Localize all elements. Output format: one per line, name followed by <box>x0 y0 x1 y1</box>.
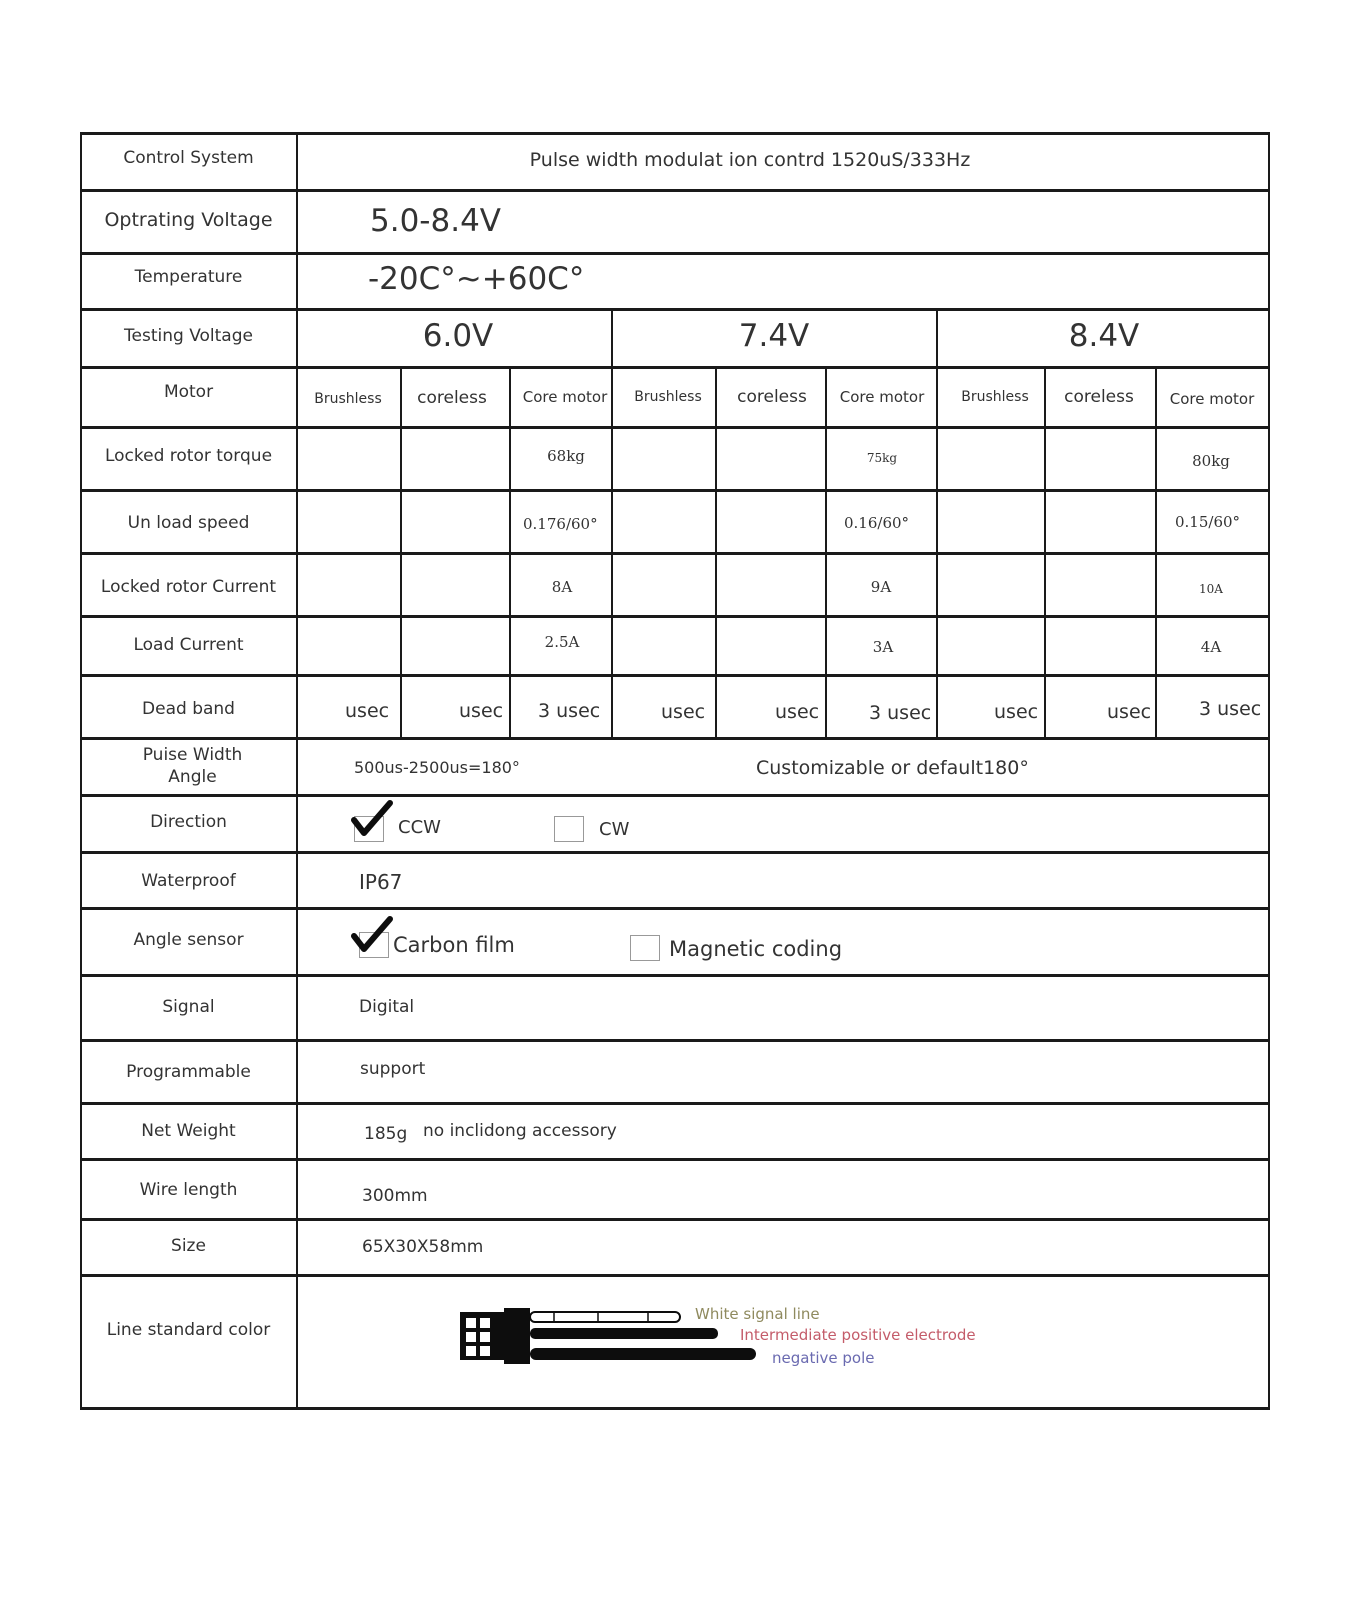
row-divider <box>80 552 1270 555</box>
load-current-label: Load Current <box>133 635 244 655</box>
motor-column-divider <box>715 366 717 740</box>
row-divider <box>80 674 1270 677</box>
magnetic-coding-checkbox[interactable] <box>630 935 660 961</box>
row-divider <box>80 252 1270 255</box>
row-divider <box>80 489 1270 492</box>
motor-type: Core motor <box>522 388 608 406</box>
current-value: 10A <box>1199 582 1223 596</box>
dead-band-value: usec <box>994 701 1039 723</box>
voltage-group-divider <box>936 308 938 740</box>
motor-type: Brushless <box>961 389 1029 405</box>
control-system-label: Control System <box>123 148 254 168</box>
testing-voltage-6v: 6.0V <box>422 318 494 354</box>
operating-voltage-value: 5.0-8.4V <box>370 203 501 239</box>
motor-column-divider <box>400 366 402 740</box>
row-divider <box>80 974 1270 977</box>
voltage-group-divider <box>611 308 613 740</box>
signal-value: Digital <box>359 997 415 1017</box>
programmable-value: support <box>360 1059 426 1079</box>
row-divider <box>80 794 1270 797</box>
programmable-label: Programmable <box>126 1062 251 1082</box>
positive-wire-label: Intermediate positive electrode <box>740 1326 976 1344</box>
cw-checkbox[interactable] <box>554 816 584 842</box>
checkmark-icon <box>350 800 394 838</box>
negative-wire-label: negative pole <box>772 1349 875 1367</box>
motor-column-divider <box>825 366 827 740</box>
row-divider <box>80 615 1270 618</box>
table-border-bottom <box>80 1407 1270 1410</box>
cw-option-label: CW <box>599 819 630 840</box>
operating-voltage-label: Optrating Voltage <box>104 209 273 231</box>
line-color-label: Line standard color <box>106 1320 271 1340</box>
load-current-value: 3A <box>872 638 894 656</box>
row-divider <box>80 426 1270 429</box>
row-divider <box>80 1274 1270 1277</box>
speed-value: 0.176/60° <box>523 515 598 533</box>
dead-band-value: 3 usec <box>538 700 601 722</box>
spec-table <box>80 132 1270 1410</box>
torque-value: 80kg <box>1192 452 1230 470</box>
waterproof-value: IP67 <box>359 870 403 894</box>
torque-value: 68kg <box>547 447 585 465</box>
row-divider <box>80 308 1270 311</box>
testing-voltage-8v4: 8.4V <box>1068 318 1140 354</box>
motor-type: coreless <box>417 388 487 408</box>
pulse-width-note: Customizable or default180° <box>756 757 1029 779</box>
carbon-film-option-label: Carbon film <box>393 933 515 957</box>
motor-type: coreless <box>737 387 807 407</box>
magnetic-coding-option-label: Magnetic coding <box>669 937 843 961</box>
dead-band-value: usec <box>345 700 390 722</box>
dead-band-value: 3 usec <box>869 702 932 724</box>
current-value: 9A <box>870 578 892 596</box>
temperature-label: Temperature <box>134 267 243 287</box>
locked-rotor-current-label: Locked rotor Current <box>100 577 277 597</box>
ccw-option-label: CCW <box>398 817 441 838</box>
testing-voltage-label: Testing Voltage <box>124 326 253 346</box>
net-weight-label: Net Weight <box>141 1121 236 1141</box>
testing-voltage-7v4: 7.4V <box>738 318 810 354</box>
angle-sensor-label: Angle sensor <box>133 930 244 950</box>
pulse-width-label-line2: Angle <box>168 767 217 787</box>
motor-column-divider <box>509 366 511 740</box>
motor-type: coreless <box>1064 387 1134 407</box>
dead-band-value: usec <box>775 701 820 723</box>
net-weight-note: no inclidong accessory <box>423 1121 617 1141</box>
size-value: 65X30X58mm <box>362 1237 484 1257</box>
pulse-width-label-line1: Puise Width <box>142 745 243 765</box>
motor-type: Brushless <box>314 391 382 407</box>
net-weight-value: 185g <box>364 1124 408 1144</box>
motor-type: Brushless <box>634 389 702 405</box>
dead-band-value: usec <box>661 701 706 723</box>
current-value: 8A <box>551 578 573 596</box>
row-divider <box>80 1158 1270 1161</box>
row-divider <box>80 851 1270 854</box>
motor-column-divider <box>1044 366 1046 740</box>
pulse-width-range: 500us-2500us=180° <box>354 758 520 777</box>
row-divider <box>80 1102 1270 1105</box>
direction-label: Direction <box>150 812 227 832</box>
speed-value: 0.15/60° <box>1175 513 1241 531</box>
waterproof-label: Waterproof <box>141 871 236 891</box>
row-divider <box>80 1039 1270 1042</box>
row-divider <box>80 366 1270 369</box>
control-system-value: Pulse width modulat ion contrd 1520uS/333Hz <box>529 149 971 171</box>
wire-length-value: 300mm <box>362 1186 428 1206</box>
motor-type: Core motor <box>839 388 925 406</box>
signal-wire-label: White signal line <box>695 1305 820 1323</box>
dead-band-value: 3 usec <box>1199 698 1262 720</box>
row-divider <box>80 1218 1270 1221</box>
size-label: Size <box>171 1236 206 1256</box>
speed-value: 0.16/60° <box>844 514 910 532</box>
torque-value: 75kg <box>866 451 898 465</box>
wire-length-label: Wire length <box>139 1180 238 1200</box>
dead-band-value: usec <box>1107 701 1152 723</box>
load-current-value: 2.5A <box>544 633 580 651</box>
dead-band-label: Dead band <box>142 699 235 719</box>
motor-label: Motor <box>163 382 214 402</box>
row-divider <box>80 189 1270 192</box>
temperature-value: -20C°~+60C° <box>368 261 585 297</box>
table-border-top <box>80 132 1270 135</box>
load-current-value: 4A <box>1200 638 1222 656</box>
unload-speed-label: Un load speed <box>127 513 250 533</box>
motor-type: Core motor <box>1169 390 1255 408</box>
dead-band-value: usec <box>459 700 504 722</box>
row-divider <box>80 907 1270 910</box>
row-divider <box>80 737 1270 740</box>
motor-column-divider <box>1155 366 1157 740</box>
locked-rotor-torque-label: Locked rotor torque <box>104 446 273 466</box>
checkmark-icon <box>350 916 394 954</box>
signal-label: Signal <box>162 997 215 1017</box>
